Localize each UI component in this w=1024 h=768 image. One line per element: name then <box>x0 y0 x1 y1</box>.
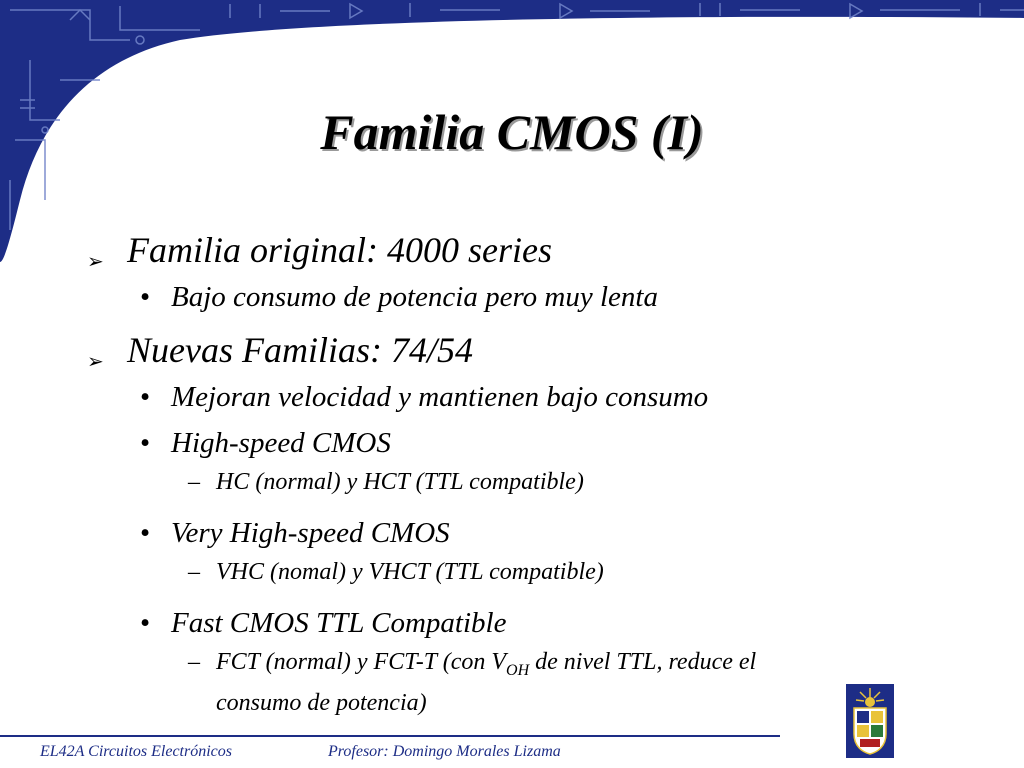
slide-content <box>85 226 885 719</box>
dash-bullet-icon: – <box>188 649 200 675</box>
university-shield-icon <box>846 684 894 758</box>
bullet-text: Mejoran velocidad y mantienen bajo consumo <box>171 381 709 413</box>
bullet-text: Nuevas Familias: 74/54 <box>127 330 473 370</box>
dot-bullet-icon: • <box>140 607 151 639</box>
bullet-level2-mejoran-velocidad <box>85 374 885 420</box>
bullet-level2-bajo-consumo <box>85 274 885 320</box>
bullet-text: Fast CMOS TTL Compatible <box>171 607 507 639</box>
dash-bullet-icon: – <box>188 559 200 585</box>
bullet-text: Familia original: 4000 series <box>127 230 552 270</box>
bullet-text: consumo de potencia) <box>216 689 427 716</box>
footer-professor: Profesor: Domingo Morales Lizama <box>328 743 561 760</box>
bullet-level1-nuevas-familias <box>85 326 885 374</box>
bullet-text: Very High-speed CMOS <box>171 517 450 549</box>
bullet-text-pre: FCT (normal) y FCT-T (con V <box>216 649 507 675</box>
bullet-level3-fct <box>85 646 885 687</box>
arrow-bullet-icon: ➢ <box>87 251 104 273</box>
voh-subscript: OH <box>506 661 530 679</box>
bullet-level1-familia-original <box>85 226 885 274</box>
bullet-text: VHC (nomal) y VHCT (TTL compatible) <box>216 559 604 585</box>
slide-title: Familia CMOS (I) <box>320 104 704 160</box>
dot-bullet-icon: • <box>140 427 151 459</box>
bullet-level2-fast-cmos <box>85 600 885 646</box>
arrow-bullet-icon: ➢ <box>87 351 104 373</box>
dash-bullet-icon: – <box>188 469 200 495</box>
dot-bullet-icon: • <box>140 517 151 549</box>
footer-divider <box>0 735 780 737</box>
bullet-level2-high-speed <box>85 420 885 466</box>
dot-bullet-icon: • <box>140 381 151 413</box>
bullet-level3-fct-continuation <box>85 687 885 719</box>
bullet-level2-very-high-speed <box>85 510 885 556</box>
bullet-text: HC (normal) y HCT (TTL compatible) <box>216 469 584 495</box>
bullet-text: High-speed CMOS <box>171 427 391 459</box>
footer-course: EL42A Circuitos Electrónicos <box>40 743 232 760</box>
bullet-text-post: de nivel TTL, reduce el <box>529 649 757 675</box>
bullet-level3-hc-hct <box>85 466 885 498</box>
bullet-text: Bajo consumo de potencia pero muy lenta <box>171 281 658 313</box>
dot-bullet-icon: • <box>140 281 151 313</box>
bullet-level3-vhc-vhct <box>85 556 885 588</box>
